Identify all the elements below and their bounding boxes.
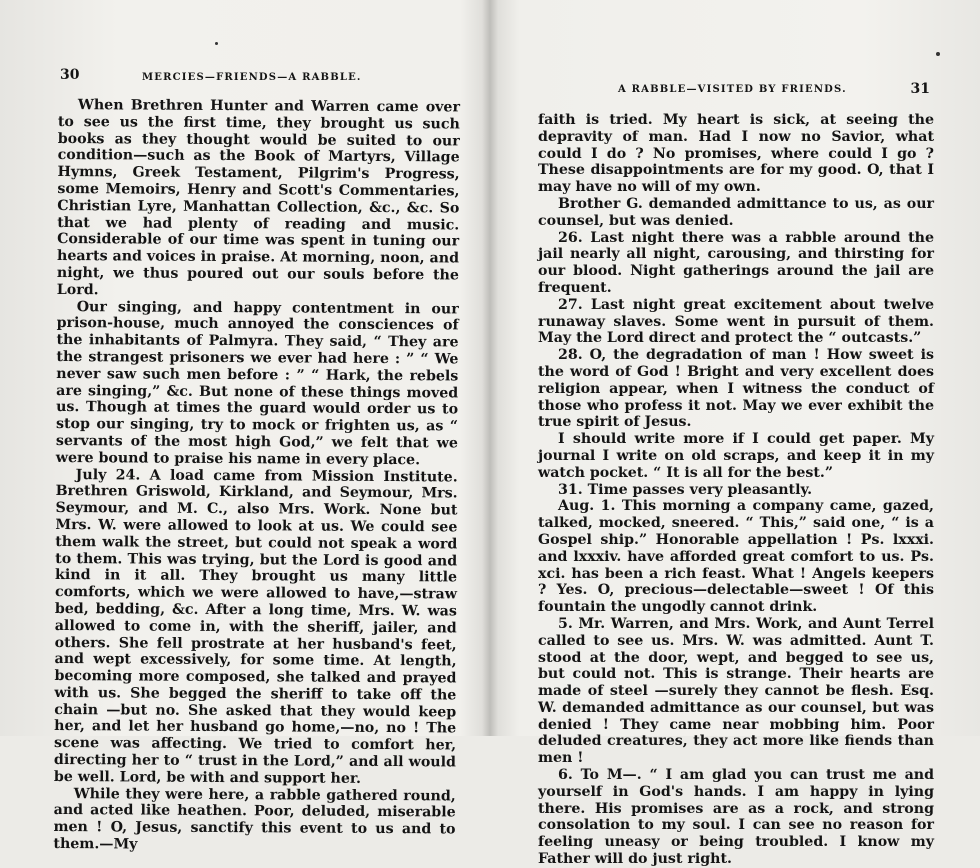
- paragraph: Brother G. demanded admittance to us, as our counsel, but was denied.: [538, 195, 934, 229]
- running-head: [540, 70, 930, 97]
- left-page: [0, 0, 490, 853]
- page-body: [538, 112, 934, 868]
- running-title: A RABBLE—VISITED BY FRIENDS.: [618, 84, 847, 95]
- page-body: [53, 97, 460, 855]
- page-number: 30: [60, 67, 80, 83]
- page-number: 31: [910, 81, 930, 97]
- paragraph: 28. O, the degradation of man ! How sweet is the word of God ! Bright and very excellent does religion appear, when I witness the conduct of those who profess it not. May we ever exhibit the true spirit of Jesus.: [538, 347, 934, 431]
- paragraph: 27. Last night great excitement about twelve runaway slaves. Some went in pursuit of them. May the Lord direct and protect the “ outcasts.”: [538, 296, 934, 347]
- paragraph: I should write more if I could get paper. My journal I write on old scraps, and keep it in my watch pocket. “ It is all for the best.”: [538, 431, 934, 481]
- paragraph: 6. To M—. “ I am glad you can trust me and yourself in God's hands. I am happy in lying there. His promises are as a rock, and strong consolation to my soul. I can see no reason for feeling uneasy or being troubled. I know my Father will do just right.: [538, 767, 934, 868]
- right-page: [490, 0, 980, 868]
- paragraph: faith is tried. My heart is sick, at seeing the depravity of man. Had I now no Savior, what could I do ? No promises, where could I go ? These disappointments are for my good. O, that I may have no will of my own.: [538, 112, 934, 196]
- paragraph: 5. Mr. Warren, and Mrs. Work, and Aunt Terrel called to see us. Mrs. W. was admitted. Aunt T. stood at the door, wept, and begged to see us, but could not. This is strange. Their hearts are made of steel —surely they cannot be flesh. Esq. W. demanded admittance as our counsel, but was denied ! They came near mobbing him. Poor deluded creatures, they act more like fiends than men !: [538, 615, 934, 767]
- running-head: [60, 67, 460, 90]
- paragraph: 31. Time passes very pleasantly.: [558, 481, 813, 498]
- paragraph: Our singing, and happy contentment in our prison-house, much annoyed the consciences of the inhabitants of Palmyra. They said, “ They are the strangest prisoners we ever had here : ” “ We never saw such men before : ” “ Hark, the rebels are singing,” &c. But none of these things moved us. Though at times the guard would order us to stop our singing, try to mock or frighten us, as “ servants of the most high God,” we felt that we were bound to praise his name in every place.: [55, 298, 459, 468]
- paragraph: When Brethren Hunter and Warren came over to see us the first time, they brought us such books as they thought would be suited to our condition—such as the Book of Martyrs, Village Hymns, Greek Testament, Pilgrim's Progress, some Memoirs, Henry and Scott's Commentaries, Christian Lyre, Manhattan Collection, &c., &c. So that we had plenty of reading and music. Considerable of our time was spent in tuning our hearts and voices in praise. At morning, noon, and night, we thus poured out our souls before the Lord.: [56, 97, 460, 299]
- paragraph: July 24. A load came from Mission Institute. Brethren Griswold, Kirkland, and Seymour, Mrs. Seymour, and M. C., also Mrs. Work. None but Mrs. W. were allowed to look at us. We could see them walk the street, but could not speak a word to them. This was trying, but the Lord is good and kind in it all. They brought us many little comforts, which we were allowed to have,—straw bed, bedding, &c. After a long time, Mrs. W. was allowed to come in, with the sheriff, jailer, and others. She fell prostrate at her husband's feet, and wept excessively, for some time. At length, becoming more composed, she talked and prayed with us. She begged the sheriff to take off the chain —but no. She asked that they would keep her, and let her husband go home,—no, no ! The scene was affecting. We tried to comfort her, directing her to “ trust in the Lord,” and all would be well. Lord, be with and support her.: [53, 466, 458, 787]
- paragraph: 26. Last night there was a rabble around the jail nearly all night, carousing, and thirsting for our blood. Night gatherings around the jail are frequent.: [538, 229, 934, 296]
- running-title: MERCIES—FRIENDS—A RABBLE.: [142, 72, 362, 83]
- paragraph: While they were here, a rabble gathered round, and acted like heathen. Poor, deluded, miserable men ! O, Jesus, sanctify this event to us and to them.—My: [53, 785, 456, 853]
- paragraph: Aug. 1. This morning a company came, gazed, talked, mocked, sneered. “ This,” said one, “ is a Gospel ship.” Honorable appellation ! Ps. lxxxi. and lxxxiv. have afforded great comfort to us. Ps. xci. has been a rich feast. What ! Angels keepers ? Yes. O, precious—delectable—sweet ! Of this fountain the ungodly cannot drink.: [538, 498, 934, 616]
